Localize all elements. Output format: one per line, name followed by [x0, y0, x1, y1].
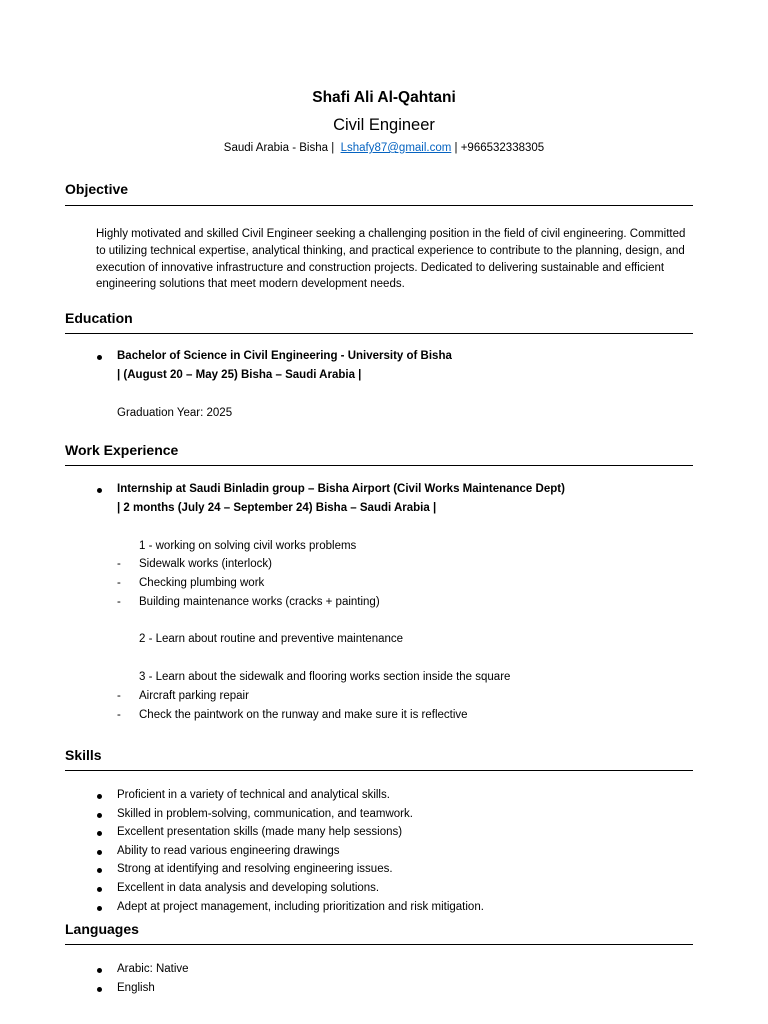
education-details: | (August 20 – May 25) Bisha – Saudi Arabia |: [117, 369, 362, 381]
skill-item: Excellent in data analysis and developing solutions.: [117, 882, 380, 894]
skill-item: Proficient in a variety of technical and analytical skills.: [117, 789, 390, 801]
work-item: Check the paintwork on the runway and make sure it is reflective: [139, 709, 468, 721]
language-item: Arabic: Native: [117, 963, 189, 975]
skill-item: Excellent presentation skills (made many help sessions): [117, 826, 403, 838]
work-heading: Work Experience: [65, 442, 179, 458]
languages-heading: Languages: [65, 921, 139, 937]
bullet-icon: [97, 887, 102, 892]
bullet-icon: [97, 968, 102, 973]
bullet-icon: [97, 488, 102, 493]
dash-marker: -: [117, 596, 121, 608]
dash-marker: -: [117, 558, 121, 570]
dash-marker: -: [117, 690, 121, 702]
contact-location: Saudi Arabia - Bisha |: [223, 142, 335, 154]
skill-item: Adept at project management, including prioritization and risk mitigation.: [117, 901, 484, 913]
candidate-name: Shafi Ali Al-Qahtani: [312, 89, 456, 106]
bullet-icon: [97, 850, 102, 855]
work-group-2: 2 - Learn about routine and preventive maintenance: [139, 633, 404, 645]
work-group-3: 3 - Learn about the sidewalk and flooring works section inside the square: [139, 671, 511, 683]
education-degree: Bachelor of Science in Civil Engineering - University of Bisha: [117, 350, 452, 362]
work-group-1: 1 - working on solving civil works problems: [139, 540, 357, 552]
work-item: Sidewalk works (interlock): [139, 558, 272, 570]
work-position: Internship at Saudi Binladin group – Bisha Airport (Civil Works Maintenance Dept): [117, 483, 565, 495]
work-item: Checking plumbing work: [139, 577, 265, 589]
dash-marker: -: [117, 577, 121, 589]
bullet-icon: [97, 906, 102, 911]
skills-divider: [65, 770, 693, 771]
work-divider: [65, 465, 693, 466]
skill-item: Ability to read various engineering drawings: [117, 845, 340, 857]
bullet-icon: [97, 813, 102, 818]
bullet-icon: [97, 868, 102, 873]
candidate-title: Civil Engineer: [333, 116, 435, 134]
objective-heading: Objective: [65, 181, 129, 197]
bullet-icon: [97, 794, 102, 799]
education-heading: Education: [65, 310, 133, 326]
skills-heading: Skills: [65, 747, 102, 763]
bullet-icon: [97, 831, 102, 836]
education-graduation: Graduation Year: 2025: [117, 407, 233, 419]
bullet-icon: [97, 987, 102, 992]
education-divider: [65, 333, 693, 334]
contact-line: [0, 142, 768, 154]
contact-phone: | +966532338305: [454, 142, 545, 154]
skill-item: Strong at identifying and resolving engineering issues.: [117, 863, 393, 875]
language-item: English: [117, 982, 155, 994]
objective-divider: [65, 205, 693, 206]
work-details: | 2 months (July 24 – September 24) Bisha – Saudi Arabia |: [117, 502, 437, 514]
languages-divider: [65, 944, 693, 945]
contact-email-link[interactable]: Lshafy87@gmail.com: [340, 142, 452, 154]
dash-marker: -: [117, 709, 121, 721]
work-item: Aircraft parking repair: [139, 690, 249, 702]
skill-item: Skilled in problem-solving, communication, and teamwork.: [117, 808, 413, 820]
bullet-icon: [97, 355, 102, 360]
work-item: Building maintenance works (cracks + painting): [139, 596, 380, 608]
objective-text: Highly motivated and skilled Civil Engineer seeking a challenging position in the field of civil engineering. Committed to utilizing technical expertise, analytical thinking, and practical experience to contribute to the planning, design, and execution of innovative infrastructure and construction projects. Dedicated to delivering sustainable and efficient engineering solutions that meet modern development needs.: [96, 228, 686, 291]
